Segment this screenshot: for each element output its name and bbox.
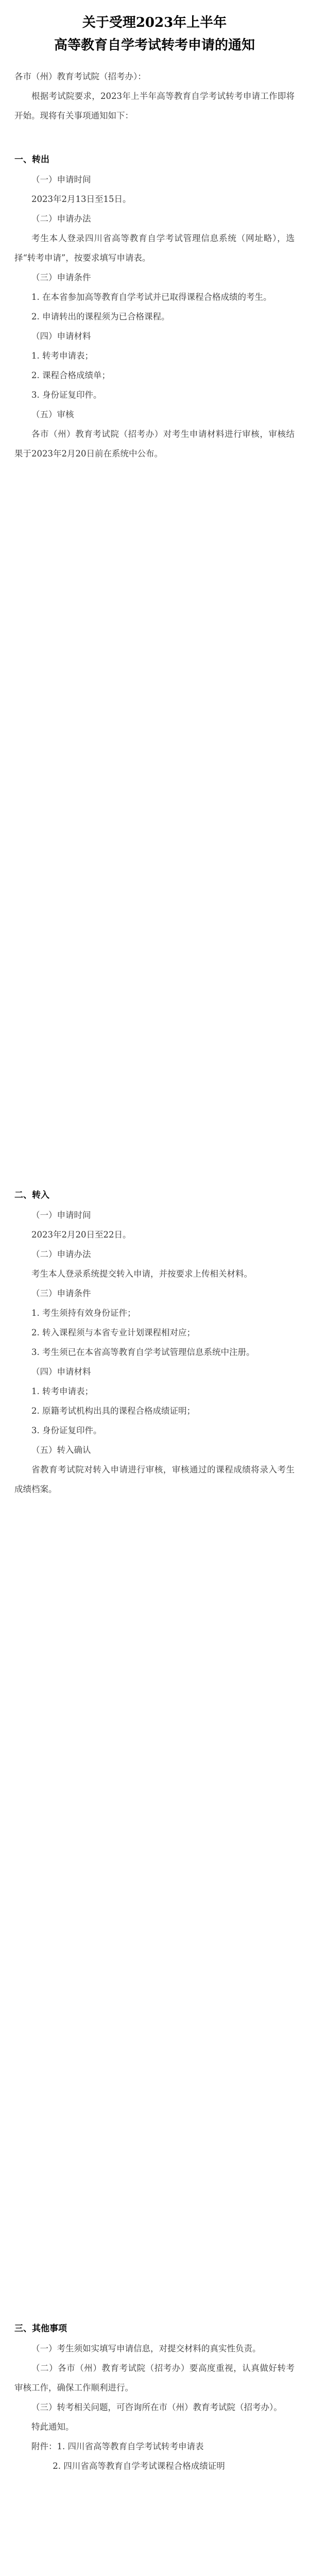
paragraph: 1. 转考申请表； — [31, 351, 93, 361]
title-line-1: 关于受理2023年上半年 — [82, 15, 227, 30]
section-heading: 三、其他事项 — [14, 2324, 67, 2334]
paragraph: 特此通知。 — [31, 2422, 74, 2432]
paragraph: 2. 课程合格成绩单； — [31, 370, 110, 380]
paragraph: （一）考生须如实填写申请信息，对提交材料的真实性负责。 — [31, 2344, 261, 2353]
paragraph: （四）申请材料 — [31, 1367, 91, 1377]
paragraph: （二）申请办法 — [31, 1249, 91, 1259]
paragraph: 省教育考试院对转入申请进行审核，审核通过的课程成绩将录入考生成绩档案。 — [14, 1465, 295, 1494]
section-transfer-in — [14, 1185, 295, 1499]
paragraph: （三）转考相关问题，可咨询所在市（州）教育考试院（招考办）。 — [31, 2402, 282, 2412]
paragraph: 各市（州）教育考试院（招考办）对考生申请材料进行审核，审核结果于2023年2月20日前在系统中公布。 — [14, 429, 295, 459]
paragraph: 2023年2月20日至22日。 — [31, 1230, 131, 1240]
paragraph: 2. 转入课程须与本省专业计划课程相对应； — [31, 1328, 195, 1337]
paragraph: （一）申请时间 — [31, 175, 91, 184]
paragraph: （五）转入确认 — [31, 1445, 91, 1455]
section-heading: 一、转出 — [14, 155, 49, 165]
paragraph: 2. 申请转出的课程须为已合格课程。 — [31, 312, 170, 321]
section-transfer-out — [14, 149, 295, 464]
paragraph: 1. 转考申请表； — [31, 1386, 93, 1396]
intro-block — [14, 67, 295, 126]
paragraph: （三）申请条件 — [31, 273, 91, 282]
paragraph: 1. 考生须持有效身份证件； — [31, 1308, 136, 1318]
paragraph: （一）申请时间 — [31, 1210, 91, 1220]
paragraph: 考生本人登录系统提交转入申请，并按要求上传相关材料。 — [31, 1269, 252, 1279]
section-heading: 二、转入 — [14, 1190, 49, 1200]
paragraph: 1. 在本省参加高等教育自学考试并已取得课程合格成绩的考生。 — [31, 292, 272, 302]
paragraph: 3. 身份证复印件。 — [31, 1426, 102, 1435]
paragraph: 3. 身份证复印件。 — [31, 390, 102, 400]
paragraph: （三）申请条件 — [31, 1289, 91, 1298]
title-line-2: 高等教育自学考试转考申请的通知 — [54, 38, 255, 53]
attachment-2: 2. 四川省高等教育自学考试课程合格成绩证明 — [53, 2461, 225, 2471]
attachment-1: 附件：1. 四川省高等教育自学考试转考申请表 — [31, 2442, 204, 2451]
intro-paragraph: 根据考试院要求，2023年上半年高等教育自学考试转考申请工作即将开始。现将有关事项通知如下： — [14, 91, 295, 121]
paragraph: 考生本人登录四川省高等教育自学考试管理信息系统（网址略），选择“转考申请”，按要求填写申请表。 — [14, 233, 295, 263]
paragraph: （四）申请材料 — [31, 331, 91, 341]
paragraph: 3. 考生须已在本省高等教育自学考试管理信息系统中注册。 — [31, 1347, 255, 1357]
intro-addressee: 各市（州）教育考试院（招考办）： — [14, 72, 146, 81]
paragraph: （二）各市（州）教育考试院（招考办）要高度重视，认真做好转考审核工作，确保工作顺利进行。 — [14, 2363, 295, 2393]
paragraph: 2. 原籍考试机构出具的课程合格成绩证明； — [31, 1406, 195, 1416]
paragraph: 2023年2月13日至15日。 — [31, 194, 131, 204]
paragraph: （五）审核 — [31, 410, 74, 419]
paragraph: （二）申请办法 — [31, 214, 91, 224]
section-other — [14, 2318, 295, 2476]
